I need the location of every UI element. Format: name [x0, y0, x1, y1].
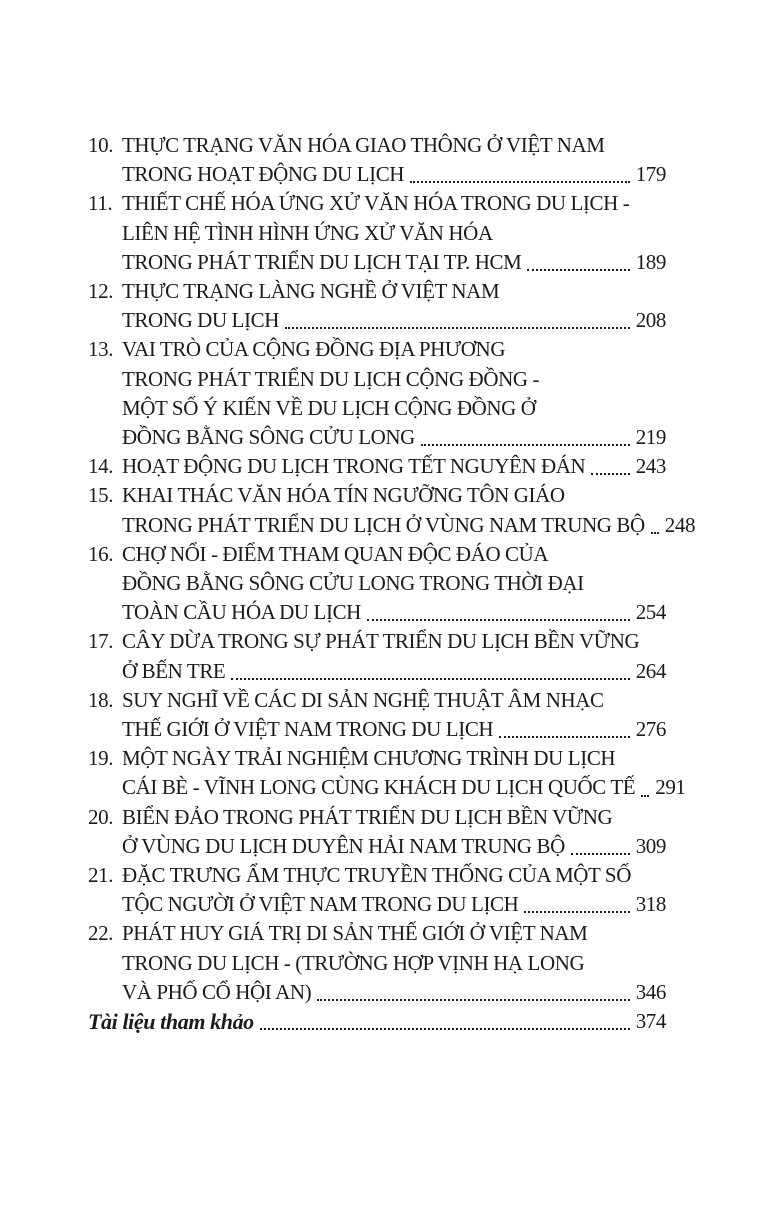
- dot-leader: [571, 853, 630, 855]
- toc-list: [88, 131, 696, 1036]
- toc-entry: [88, 481, 696, 539]
- dot-leader: [285, 327, 630, 329]
- toc-entry-lines: [122, 919, 666, 1007]
- page-number: 189: [635, 249, 666, 274]
- toc-entry-line: CÂY DỪA TRONG SỰ PHÁT TRIỂN DU LỊCH BỀN VỮNG: [122, 629, 640, 654]
- toc-entry-line: BIỂN ĐẢO TRONG PHÁT TRIỂN DU LỊCH BỀN VỮNG: [122, 804, 613, 829]
- toc-entry-number: 19.: [88, 746, 114, 771]
- toc-entry-line-with-page: [122, 248, 666, 277]
- dot-leader: [641, 795, 649, 797]
- toc-entry-line-with-page: [122, 452, 666, 481]
- toc-entry-lines: [122, 452, 666, 481]
- toc-entry-title-text: Ở VÙNG DU LỊCH DUYÊN HẢI NAM TRUNG BỘ: [122, 833, 565, 858]
- toc-entry-line-with-page: [122, 598, 666, 627]
- toc-entry: [88, 277, 666, 335]
- toc-entry-line: ĐỒNG BẰNG SÔNG CỬU LONG TRONG THỜI ĐẠI: [122, 571, 584, 596]
- toc-entry: [88, 803, 666, 861]
- toc-entry-number: 18.: [88, 687, 114, 712]
- toc-entry-title-text: TOÀN CẦU HÓA DU LỊCH: [122, 600, 361, 625]
- toc-entry-number: 22.: [88, 921, 114, 946]
- toc-entry-title-text: HOẠT ĐỘNG DU LỊCH TRONG TẾT NGUYÊN ĐÁN: [122, 454, 586, 479]
- page-number: 243: [635, 454, 666, 479]
- references-label: Tài liệu tham khảo: [88, 1009, 254, 1035]
- toc-entry-number: 20.: [88, 804, 114, 829]
- page-number: 264: [635, 658, 666, 683]
- dot-leader: [527, 269, 629, 271]
- page-number: 179: [635, 162, 666, 187]
- dot-leader: [410, 181, 630, 183]
- page-number: 318: [635, 892, 666, 917]
- toc-entry-line-with-page: [122, 890, 666, 919]
- toc-entry-lines: [122, 744, 686, 802]
- dot-leader: [524, 911, 629, 913]
- toc-entry: [88, 452, 666, 481]
- dot-leader: [499, 736, 629, 738]
- toc-entry-lines: [122, 481, 696, 539]
- toc-entry-line: KHAI THÁC VĂN HÓA TÍN NGƯỠNG TÔN GIÁO: [122, 483, 565, 508]
- toc-entry-line-with-page: [122, 773, 686, 802]
- toc-entry-number: 17.: [88, 629, 114, 654]
- toc-entry-title-text: TRONG PHÁT TRIỂN DU LỊCH TẠI TP. HCM: [122, 249, 522, 274]
- dot-leader: [260, 1028, 630, 1030]
- toc-entry-number: 14.: [88, 454, 114, 479]
- toc-entry-line: LIÊN HỆ TÌNH HÌNH ỨNG XỬ VĂN HÓA: [122, 220, 493, 245]
- page-number: 291: [655, 775, 686, 800]
- toc-entry-line: CHỢ NỔI - ĐIỂM THAM QUAN ĐỘC ĐÁO CỦA: [122, 541, 549, 566]
- dot-leader: [591, 473, 629, 475]
- toc-entry-lines: [122, 686, 666, 744]
- toc-entry-line-with-page: [122, 657, 666, 686]
- toc-entry-line: MỘT NGÀY TRẢI NGHIỆM CHƯƠNG TRÌNH DU LỊCH: [122, 746, 616, 771]
- toc-entry-title-text: THẾ GIỚI Ở VIỆT NAM TRONG DU LỊCH: [122, 717, 494, 742]
- toc-entry: [88, 861, 666, 919]
- toc-entry-line: TRONG PHÁT TRIỂN DU LỊCH CỘNG ĐỒNG -: [122, 366, 540, 391]
- toc-entry-lines: [122, 189, 666, 277]
- toc-entry-number: 11.: [88, 191, 113, 216]
- toc-entry-lines: [122, 627, 666, 685]
- toc-entry-title-text: TRONG DU LỊCH: [122, 308, 279, 333]
- toc-entry: [88, 919, 666, 1007]
- page-number: 374: [635, 1009, 666, 1034]
- toc-entry-number: 12.: [88, 279, 114, 304]
- toc-entry: [88, 189, 666, 277]
- toc-entry-lines: [122, 335, 666, 452]
- toc-entry-lines: [122, 861, 666, 919]
- toc-entry-number: 16.: [88, 541, 114, 566]
- toc-entry-line: MỘT SỐ Ý KIẾN VỀ DU LỊCH CỘNG ĐỒNG Ở: [122, 395, 536, 420]
- page-number: 248: [664, 512, 696, 537]
- toc-entry-line-with-page: [122, 715, 666, 744]
- toc-entry-lines: [122, 131, 666, 189]
- toc-entry: [88, 335, 666, 452]
- toc-entry-line-with-page: [122, 160, 666, 189]
- toc-entry: [88, 131, 666, 189]
- toc-entry-title-text: ĐỒNG BẰNG SÔNG CỬU LONG: [122, 425, 415, 450]
- toc-entry-line-with-page: [122, 978, 666, 1007]
- toc-entry-number: 10.: [88, 133, 114, 157]
- toc-entry-line: ĐẶC TRƯNG ẨM THỰC TRUYỀN THỐNG CỦA MỘT SỐ: [122, 863, 631, 888]
- toc-entry-title-text: TỘC NGƯỜI Ở VIỆT NAM TRONG DU LỊCH: [122, 892, 519, 917]
- toc-entry-title-text: VÀ PHỐ CỔ HỘI AN): [122, 979, 312, 1004]
- toc-entry-line: THIẾT CHẾ HÓA ỨNG XỬ VĂN HÓA TRONG DU LỊCH -: [122, 191, 630, 216]
- page-number: 276: [635, 717, 666, 742]
- dot-leader: [651, 532, 659, 534]
- toc-entry-number: 15.: [88, 483, 114, 508]
- toc-entry-title-text: Ở BẾN TRE: [122, 658, 226, 683]
- toc-entry-line: THỰC TRẠNG LÀNG NGHỀ Ở VIỆT NAM: [122, 279, 500, 304]
- dot-leader: [231, 678, 629, 680]
- page-number: 254: [635, 600, 666, 625]
- dot-leader: [317, 999, 629, 1001]
- page-number: 208: [635, 308, 666, 333]
- toc-entry: [88, 744, 686, 802]
- toc-entry: [88, 540, 666, 628]
- page-number: 219: [635, 425, 666, 450]
- toc-entry-number: 13.: [88, 337, 114, 362]
- toc-entry-line: SUY NGHĨ VỀ CÁC DI SẢN NGHỆ THUẬT ÂM NHẠC: [122, 687, 604, 712]
- toc-entry-line-with-page: [122, 832, 666, 861]
- toc-entry: [88, 627, 666, 685]
- references-row: [88, 1007, 666, 1036]
- dot-leader: [421, 444, 630, 446]
- toc-entry: [88, 686, 666, 744]
- toc-entry-lines: [122, 803, 666, 861]
- toc-entry-line-with-page: [122, 511, 696, 540]
- toc-entry-title-text: CÁI BÈ - VĨNH LONG CÙNG KHÁCH DU LỊCH QUỐC TẾ: [122, 775, 636, 800]
- page-number: 346: [635, 979, 666, 1004]
- toc-entry-line: TRONG DU LỊCH - (TRƯỜNG HỢP VỊNH HẠ LONG: [122, 950, 585, 975]
- toc-entry-line: VAI TRÒ CỦA CỘNG ĐỒNG ĐỊA PHƯƠNG: [122, 337, 506, 362]
- toc-entry-title-text: TRONG HOẠT ĐỘNG DU LỊCH: [122, 162, 405, 187]
- dot-leader: [367, 619, 630, 621]
- toc-entry-number: 21.: [88, 863, 114, 888]
- page-number: 309: [635, 833, 666, 858]
- toc-entry-line-with-page: [122, 423, 666, 452]
- toc-entry-title-text: TRONG PHÁT TRIỂN DU LỊCH Ở VÙNG NAM TRUNG BỘ: [122, 512, 645, 537]
- toc-entry-line: PHÁT HUY GIÁ TRỊ DI SẢN THẾ GIỚI Ở VIỆT NAM: [122, 921, 588, 946]
- toc-entry-lines: [122, 540, 666, 628]
- toc-entry-line: THỰC TRẠNG VĂN HÓA GIAO THÔNG Ở VIỆT NAM: [122, 133, 605, 157]
- toc-entry-line-with-page: [122, 306, 666, 335]
- toc-entry-lines: [122, 277, 666, 335]
